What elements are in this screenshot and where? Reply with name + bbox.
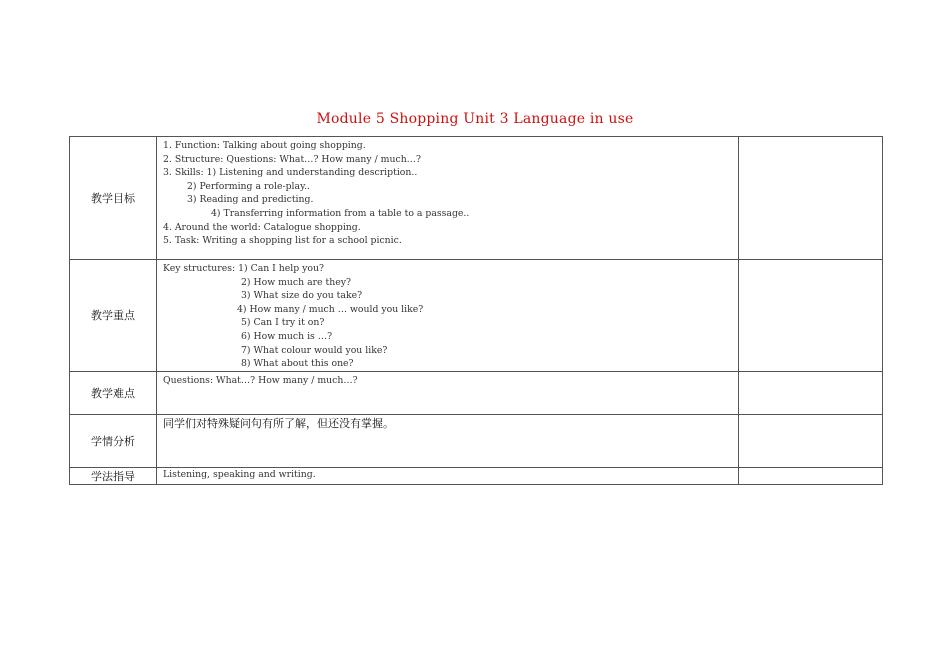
content-line: 2) Performing a role-play.. [187,180,310,192]
content-line: Key structures: 1) Can I help you? [163,263,324,274]
content-line: 3. Skills: 1) Listening and understanding description.. [163,167,418,179]
content-line: 同学们对特殊疑问句有所了解，但还没有掌握。 [163,416,394,430]
notes-cell [739,467,883,484]
content-line: 3) What size do you take? [241,290,363,302]
lesson-plan-table [69,136,883,485]
table-row [70,137,883,260]
notes-cell [739,414,883,467]
row-label: 教学重点 [70,260,157,372]
notes-cell [739,260,883,372]
content-line: Questions: What…? How many / much…? [163,374,358,386]
row-content [157,260,739,372]
notes-cell [739,371,883,414]
row-label: 学情分析 [70,414,157,467]
row-label: 教学目标 [70,137,157,260]
row-content [157,137,739,260]
content-line: 3) Reading and predicting. [187,194,314,206]
page-title: Module 5 Shopping Unit 3 Language in use [316,111,634,127]
content-line: 2) How much are they? [241,276,351,288]
table-row [70,467,883,484]
table-row [70,260,883,372]
content-line: 5) Can I try it on? [241,317,325,329]
content-line: 7) What colour would you like? [241,344,388,356]
content-line: 6) How much is …? [241,330,333,342]
content-line: 2. Structure: Questions: What…? How many / much…? [163,153,421,165]
table-row [70,371,883,414]
row-content [157,414,739,467]
content-line: 4) How many / much … would you like? [237,303,424,315]
content-line: Listening, speaking and writing. [163,468,316,480]
row-content [157,371,739,414]
content-line: 1. Function: Talking about going shopping. [163,140,366,151]
row-content [157,467,739,484]
notes-cell [739,137,883,260]
content-line: 5. Task: Writing a shopping list for a school picnic. [163,235,402,247]
content-line: 4) Transferring information from a table to a passage.. [211,207,470,219]
row-label: 学法指导 [70,467,157,484]
table-row [70,414,883,467]
content-line: 8) What about this one? [241,358,354,370]
content-line: 4. Around the world: Catalogue shopping. [163,221,361,233]
row-label: 教学难点 [70,371,157,414]
